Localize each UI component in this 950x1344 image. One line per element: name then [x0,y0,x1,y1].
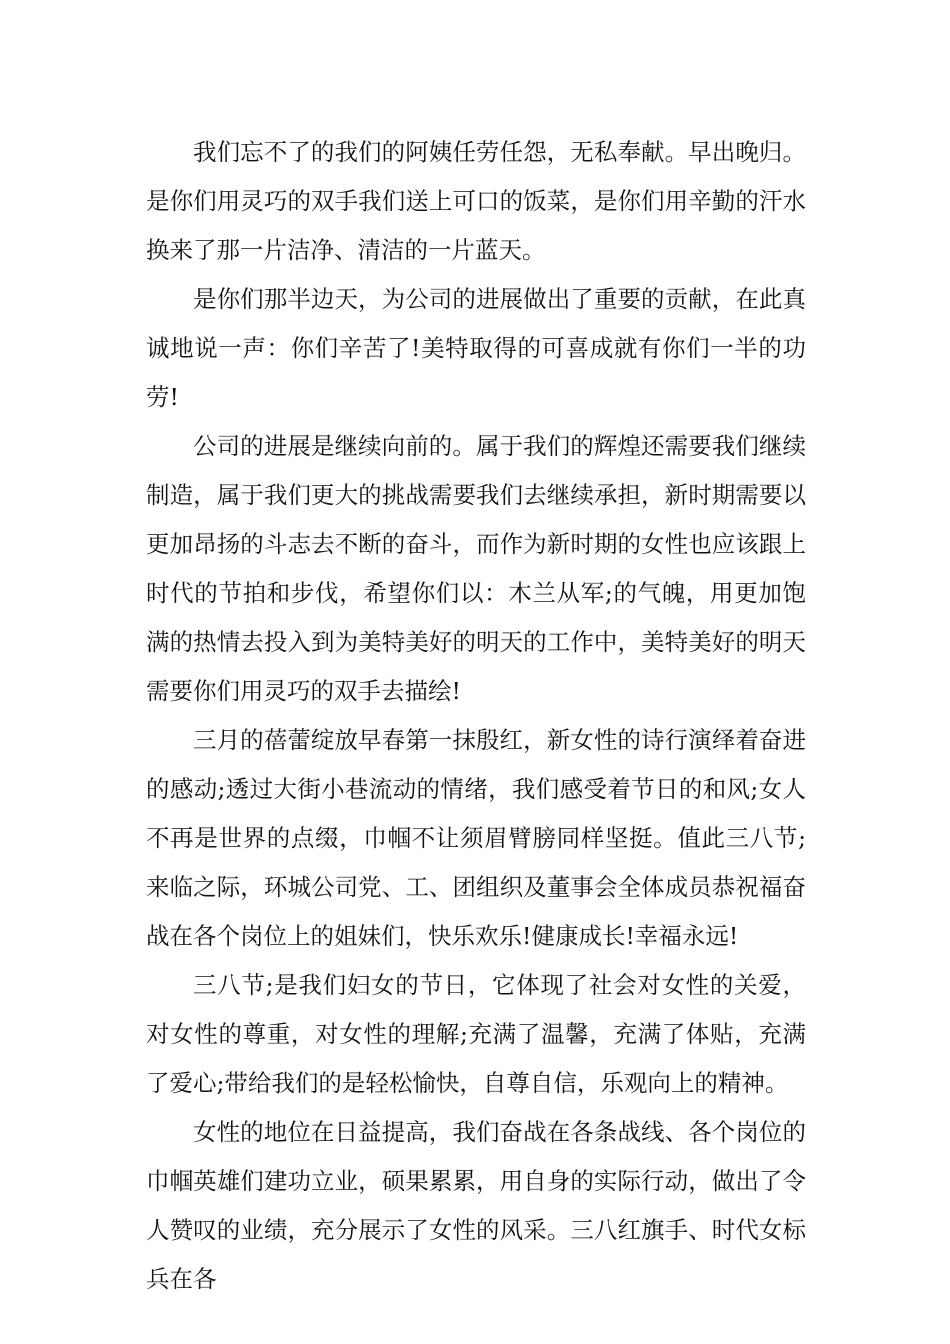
paragraph-3: 公司的进展是继续向前的。属于我们的辉煌还需要我们继续制造，属于我们更大的挑战需要我们去继续承担，新时期需要以更加昂扬的斗志去不断的奋斗，而作为新时期的女性也应该跟上时代的节拍和步伐，希望你们以：木兰从军;的气魄，用更加饱满的热情去投入到为美特美好的明天的工作中，美特美好的明天需要你们用灵巧的双手去描绘! [146,432,806,705]
paragraph-2: 是你们那半边天，为公司的进展做出了重要的贡献，在此真诚地说一声：你们辛苦了!美特取得的可喜成就有你们一半的功劳! [146,285,806,411]
paragraph-1: 我们忘不了的我们的阿姨任劳任怨，无私奉献。早出晚归。是你们用灵巧的双手我们送上可口的饭菜，是你们用辛勤的汗水换来了那一片洁净、清洁的一片蓝天。 [146,138,806,264]
document-body [146,128,806,1304]
paragraph-4: 三月的蓓蕾绽放早春第一抹殷红，新女性的诗行演绎着奋进的感动;透过大街小巷流动的情绪，我们感受着节日的和风;女人不再是世界的点缀，巾帼不让须眉臂膀同样坚挺。值此三八节;来临之际，环城公司党、工、团组织及董事会全体成员恭祝福奋战在各个岗位上的姐妹们，快乐欢乐!健康成长!幸福永远! [146,726,806,950]
paragraph-6: 女性的地位在日益提高，我们奋战在各条战线、各个岗位的巾帼英雄们建功立业，硕果累累，用自身的实际行动，做出了令人赞叹的业绩，充分展示了女性的风采。三八红旗手、时代女标兵在各 [146,1118,806,1293]
paragraph-5: 三八节;是我们妇女的节日，它体现了社会对女性的关爱，对女性的尊重，对女性的理解;充满了温馨，充满了体贴，充满了爱心;带给我们的是轻松愉快，自尊自信，乐观向上的精神。 [146,971,806,1097]
